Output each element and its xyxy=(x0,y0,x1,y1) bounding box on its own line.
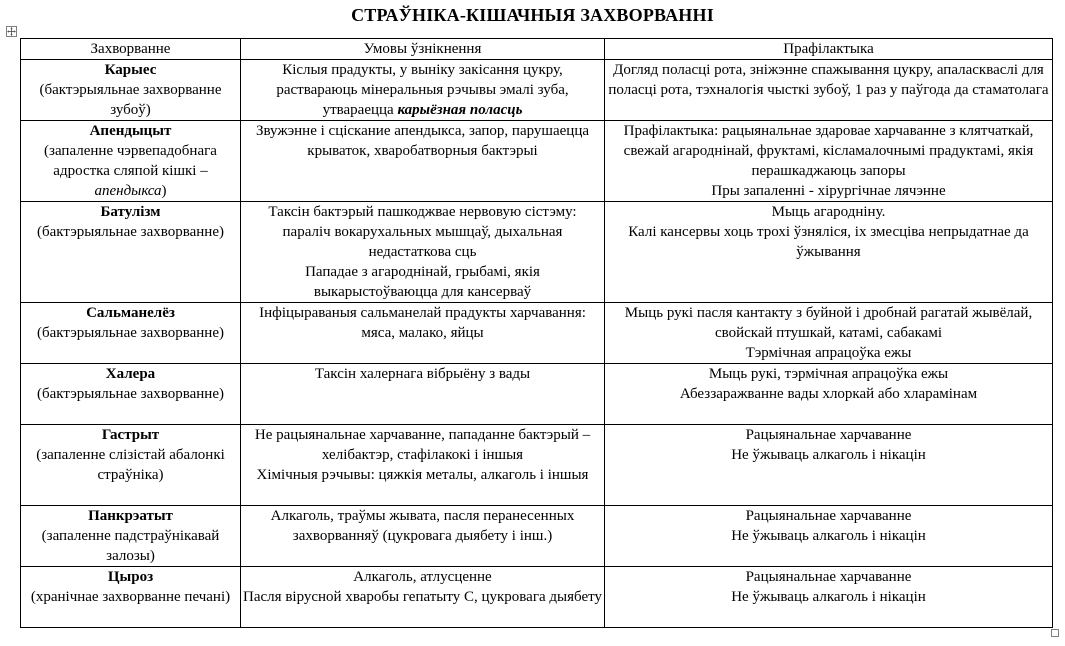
disease-desc-emphasis: апендыкса xyxy=(94,183,162,199)
header-disease: Захворванне xyxy=(21,39,241,60)
conditions-line: Пападае з агароднінай, грыбамі, якія выкарыстоўваюцца для кансерваў xyxy=(305,264,540,300)
prevention-cell xyxy=(605,60,1053,121)
conditions-line: Хімічныя рэчывы: цяжкія металы, алкаголь і іншыя xyxy=(256,467,589,483)
prevention-cell xyxy=(605,506,1053,567)
conditions-line: Таксін халернага вібрыёну з вады xyxy=(314,366,531,382)
table-row xyxy=(21,506,1053,567)
table-row xyxy=(21,202,1053,303)
conditions-cell xyxy=(241,506,605,567)
prevention-line: Рацыянальнае харчаванне xyxy=(745,569,912,585)
disease-desc: (хранічнае захворванне печані) xyxy=(30,589,231,605)
disease-cell xyxy=(21,364,241,425)
prevention-cell xyxy=(605,425,1053,506)
conditions-text: Кіслыя прадукты, у выніку закісання цукру, раствараюць мінеральныя рэчывы эмалі зуба, утвараецца xyxy=(276,62,569,118)
prevention-cell xyxy=(605,364,1053,425)
conditions-line: Інфіцыраваныя сальманелай прадукты харчавання: мяса, малако, яйцы xyxy=(259,305,586,341)
prevention-line: Абеззаражванне вады хлоркай або хларамінам xyxy=(679,386,978,402)
prevention-line: Не ўжываць алкаголь і нікацін xyxy=(731,528,926,544)
disease-name: Халера xyxy=(105,366,156,382)
disease-desc xyxy=(23,141,238,201)
disease-name: Сальманелёз xyxy=(86,305,175,321)
prevention-line: Калі кансервы хоць трохі ўзняліся, іх змесціва непрыдатнае да ўжывання xyxy=(628,224,1029,260)
table-resize-handle-icon[interactable] xyxy=(1051,629,1059,637)
prevention-cell xyxy=(605,303,1053,364)
table-row xyxy=(21,121,1053,202)
table-row xyxy=(21,60,1053,121)
disease-desc: (запаленне слізістай абалонкі страўніка) xyxy=(36,447,225,483)
disease-cell xyxy=(21,506,241,567)
conditions-cell xyxy=(241,60,605,121)
prevention-line: Тэрмічная апрацоўка ежы xyxy=(745,345,912,361)
conditions-line: Звужэнне і сціскание апендыкса, запор, парушаецца крываток, хваробатворныя бактэрыі xyxy=(255,123,590,159)
prevention-cell xyxy=(605,567,1053,628)
table-row xyxy=(21,567,1053,628)
disease-cell xyxy=(21,60,241,121)
prevention-line: Не ўжываць алкаголь і нікацін xyxy=(731,447,926,463)
table-header-row xyxy=(21,39,1053,60)
conditions-cell xyxy=(241,425,605,506)
prevention-cell xyxy=(605,121,1053,202)
disease-cell xyxy=(21,121,241,202)
disease-name: Гастрыт xyxy=(101,427,160,443)
conditions-line: Таксін бактэрый пашкоджвае нервовую сістэму: параліч вокаруxальных мышцаў, дыхальная недастаткова сць xyxy=(268,204,577,260)
prevention-line: Догляд поласці рота, зніжэнне спажывання цукру, апаласкваслі для поласці рота, тэхналогія чысткі зубоў, 1 раз у паўгода да стаматолага xyxy=(608,62,1049,98)
diseases-table xyxy=(20,38,1053,628)
conditions-cell xyxy=(241,364,605,425)
prevention-line: Рацыянальнае харчаванне xyxy=(745,508,912,524)
prevention-cell xyxy=(605,202,1053,303)
conditions-cell xyxy=(241,303,605,364)
prevention-line: Мыць рукі пасля кантакту з буйной і дробнай рагатай жывёлай, свойскай птушкай, катамі, сабакамі xyxy=(624,305,1033,341)
page-title: СТРАЎНІКА-КІШАЧНЫЯ ЗАХВОРВАННІ xyxy=(351,5,714,25)
prevention-line: Мыць агародніну. xyxy=(771,204,886,220)
disease-name: Апендыцыт xyxy=(89,123,172,139)
disease-cell xyxy=(21,303,241,364)
conditions-line: Алкаголь, траўмы жывата, пасля перанесенных захворванняў (цукровага дыябету і інш.) xyxy=(270,508,575,544)
conditions-emphasis: карыёзная поласць xyxy=(397,102,523,118)
table-row xyxy=(21,425,1053,506)
disease-desc: (бактэрыяльнае захворванне) xyxy=(37,325,224,341)
table-row xyxy=(21,303,1053,364)
table-row xyxy=(21,364,1053,425)
disease-desc: (бактэрыяльнае захворванне) xyxy=(37,224,224,240)
disease-name: Карыес xyxy=(104,62,157,78)
disease-desc: (запаленне падстраўнікавай залозы) xyxy=(41,528,220,564)
disease-cell xyxy=(21,567,241,628)
disease-cell xyxy=(21,202,241,303)
disease-desc: (бактэрыяльнае захворванне) xyxy=(37,386,224,402)
header-conditions: Умовы ўзнікнення xyxy=(241,39,605,60)
header-prevention: Прафілактыка xyxy=(605,39,1053,60)
conditions-cell xyxy=(241,202,605,303)
conditions-line: Пасля вірусной хваробы гепатыту С, цукровага дыябету xyxy=(243,589,602,605)
table-move-handle-icon[interactable] xyxy=(6,26,17,37)
conditions-cell xyxy=(241,121,605,202)
disease-desc: (бактэрыяльнае захворванне зубоў) xyxy=(39,82,222,118)
disease-name: Батулізм xyxy=(100,204,161,220)
conditions-line: Алкаголь, атлусценне xyxy=(353,569,492,585)
prevention-line: Мыць рукі, тэрмічная апрацоўка ежы xyxy=(708,366,949,382)
disease-desc-end: ) xyxy=(161,183,167,199)
disease-cell xyxy=(21,425,241,506)
conditions-cell xyxy=(241,567,605,628)
prevention-line: Пры запаленні - хірургічнае лячэнне xyxy=(711,183,946,199)
disease-desc-text: (запаленне чэрвепадобнага адростка сляпой кішкі – xyxy=(44,143,217,179)
disease-name: Панкрэатыт xyxy=(88,508,173,524)
disease-name: Цыроз xyxy=(107,569,154,585)
prevention-line: Не ўжываць алкаголь і нікацін xyxy=(731,589,926,605)
prevention-line: Рацыянальнае харчаванне xyxy=(745,427,912,443)
conditions-line: Не рацыянальнае харчаванне, пападанне бактэрый – хелібактэр, стафілакокі і іншыя xyxy=(254,427,591,463)
prevention-line: Прафілактыка: рацыянальнае здаровае харчаванне з клятчаткай, свежай агароднінай, фруктамі, кісламалочнымі прадуктамі, якія перашкаджаюць запоры xyxy=(623,123,1034,179)
